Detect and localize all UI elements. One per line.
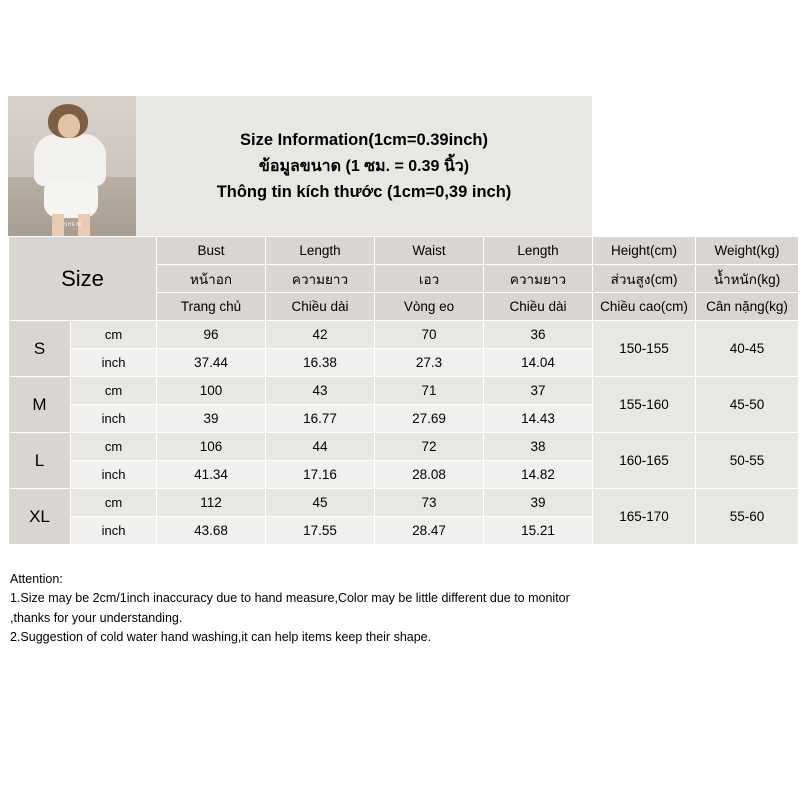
row-size-m: M bbox=[9, 377, 71, 433]
header-band bbox=[8, 96, 592, 236]
col-header-height-vi: Chiều cao(cm) bbox=[593, 293, 696, 321]
s-waist-inch: 27.3 bbox=[375, 349, 484, 377]
m-length1-inch: 16.77 bbox=[266, 405, 375, 433]
xl-length2-inch: 15.21 bbox=[484, 517, 593, 545]
m-length1-cm: 43 bbox=[266, 377, 375, 405]
col-header-waist-th: เอว bbox=[375, 265, 484, 293]
l-bust-inch: 41.34 bbox=[157, 461, 266, 489]
xl-length1-inch: 17.55 bbox=[266, 517, 375, 545]
col-header-waist-vi: Vòng eo bbox=[375, 293, 484, 321]
unit-inch-s: inch bbox=[71, 349, 157, 377]
size-table bbox=[8, 236, 799, 545]
m-height: 155-160 bbox=[593, 377, 696, 433]
title-vietnamese: Thông tin kích thước (1cm=0,39 inch) bbox=[216, 182, 512, 201]
l-length1-inch: 17.16 bbox=[266, 461, 375, 489]
title-thai: ข้อมูลขนาด (1 ซม. = 0.39 นิ้ว) bbox=[258, 157, 470, 175]
model-leg-left bbox=[52, 214, 64, 236]
table-row bbox=[9, 321, 799, 349]
col-header-length1-en: Length bbox=[266, 237, 375, 265]
m-length2-inch: 14.43 bbox=[484, 405, 593, 433]
s-length1-inch: 16.38 bbox=[266, 349, 375, 377]
m-weight: 45-50 bbox=[696, 377, 799, 433]
m-waist-inch: 27.69 bbox=[375, 405, 484, 433]
table-row bbox=[9, 433, 799, 461]
table-header-row-en bbox=[9, 237, 799, 265]
xl-weight: 55-60 bbox=[696, 489, 799, 545]
xl-waist-inch: 28.47 bbox=[375, 517, 484, 545]
l-height: 160-165 bbox=[593, 433, 696, 489]
xl-length2-cm: 39 bbox=[484, 489, 593, 517]
l-waist-cm: 72 bbox=[375, 433, 484, 461]
unit-inch-m: inch bbox=[71, 405, 157, 433]
m-bust-inch: 39 bbox=[157, 405, 266, 433]
table-row bbox=[9, 489, 799, 517]
col-header-bust-th: หน้าอก bbox=[157, 265, 266, 293]
attention-line-2: 2.Suggestion of cold water hand washing,it can help items keep their shape. bbox=[10, 630, 432, 645]
table-row bbox=[9, 377, 799, 405]
l-waist-inch: 28.08 bbox=[375, 461, 484, 489]
xl-bust-inch: 43.68 bbox=[157, 517, 266, 545]
unit-cm-s: cm bbox=[71, 321, 157, 349]
model-sweater bbox=[34, 134, 106, 186]
attention-heading: Attention: bbox=[10, 572, 63, 586]
unit-cm-xl: cm bbox=[71, 489, 157, 517]
l-length1-cm: 44 bbox=[266, 433, 375, 461]
col-header-weight-th: น้ำหนัก(kg) bbox=[696, 265, 799, 293]
attention-line-1: 1.Size may be 2cm/1inch inaccuracy due to hand measure,Color may be little different due to monitor ,thanks for your understanding. bbox=[10, 591, 570, 625]
col-header-bust-en: Bust bbox=[157, 237, 266, 265]
m-length2-cm: 37 bbox=[484, 377, 593, 405]
xl-waist-cm: 73 bbox=[375, 489, 484, 517]
col-header-length1-th: ความยาว bbox=[266, 265, 375, 293]
xl-height: 165-170 bbox=[593, 489, 696, 545]
s-length2-inch: 14.04 bbox=[484, 349, 593, 377]
model-face bbox=[58, 114, 80, 138]
l-length2-cm: 38 bbox=[484, 433, 593, 461]
unit-cm-l: cm bbox=[71, 433, 157, 461]
col-header-weight-vi: Cân nặng(kg) bbox=[696, 293, 799, 321]
row-size-l: L bbox=[9, 433, 71, 489]
s-waist-cm: 70 bbox=[375, 321, 484, 349]
unit-inch-l: inch bbox=[71, 461, 157, 489]
row-size-s: S bbox=[9, 321, 71, 377]
model-shorts bbox=[44, 182, 98, 218]
xl-bust-cm: 112 bbox=[157, 489, 266, 517]
xl-length1-cm: 45 bbox=[266, 489, 375, 517]
s-length1-cm: 42 bbox=[266, 321, 375, 349]
s-bust-inch: 37.44 bbox=[157, 349, 266, 377]
title-english: Size Information(1cm=0.39inch) bbox=[239, 130, 489, 149]
s-bust-cm: 96 bbox=[157, 321, 266, 349]
l-bust-cm: 106 bbox=[157, 433, 266, 461]
m-waist-cm: 71 bbox=[375, 377, 484, 405]
l-length2-inch: 14.82 bbox=[484, 461, 593, 489]
s-length2-cm: 36 bbox=[484, 321, 593, 349]
col-header-length1-vi: Chiều dài bbox=[266, 293, 375, 321]
unit-cm-m: cm bbox=[71, 377, 157, 405]
l-weight: 50-55 bbox=[696, 433, 799, 489]
col-header-weight-en: Weight(kg) bbox=[696, 237, 799, 265]
m-bust-cm: 100 bbox=[157, 377, 266, 405]
size-column-header: Size bbox=[9, 237, 157, 321]
col-header-length2-en: Length bbox=[484, 237, 593, 265]
unit-inch-xl: inch bbox=[71, 517, 157, 545]
col-header-length2-vi: Chiều dài bbox=[484, 293, 593, 321]
row-size-xl: XL bbox=[9, 489, 71, 545]
title-block bbox=[136, 96, 592, 236]
col-header-bust-vi: Trang chủ bbox=[157, 293, 266, 321]
col-header-height-th: ส่วนสูง(cm) bbox=[593, 265, 696, 293]
col-header-height-en: Height(cm) bbox=[593, 237, 696, 265]
s-height: 150-155 bbox=[593, 321, 696, 377]
col-header-length2-th: ความยาว bbox=[484, 265, 593, 293]
photo-watermark: SHEIN bbox=[64, 222, 82, 228]
col-header-waist-en: Waist bbox=[375, 237, 484, 265]
attention-block bbox=[8, 568, 592, 648]
product-photo bbox=[8, 96, 136, 236]
s-weight: 40-45 bbox=[696, 321, 799, 377]
